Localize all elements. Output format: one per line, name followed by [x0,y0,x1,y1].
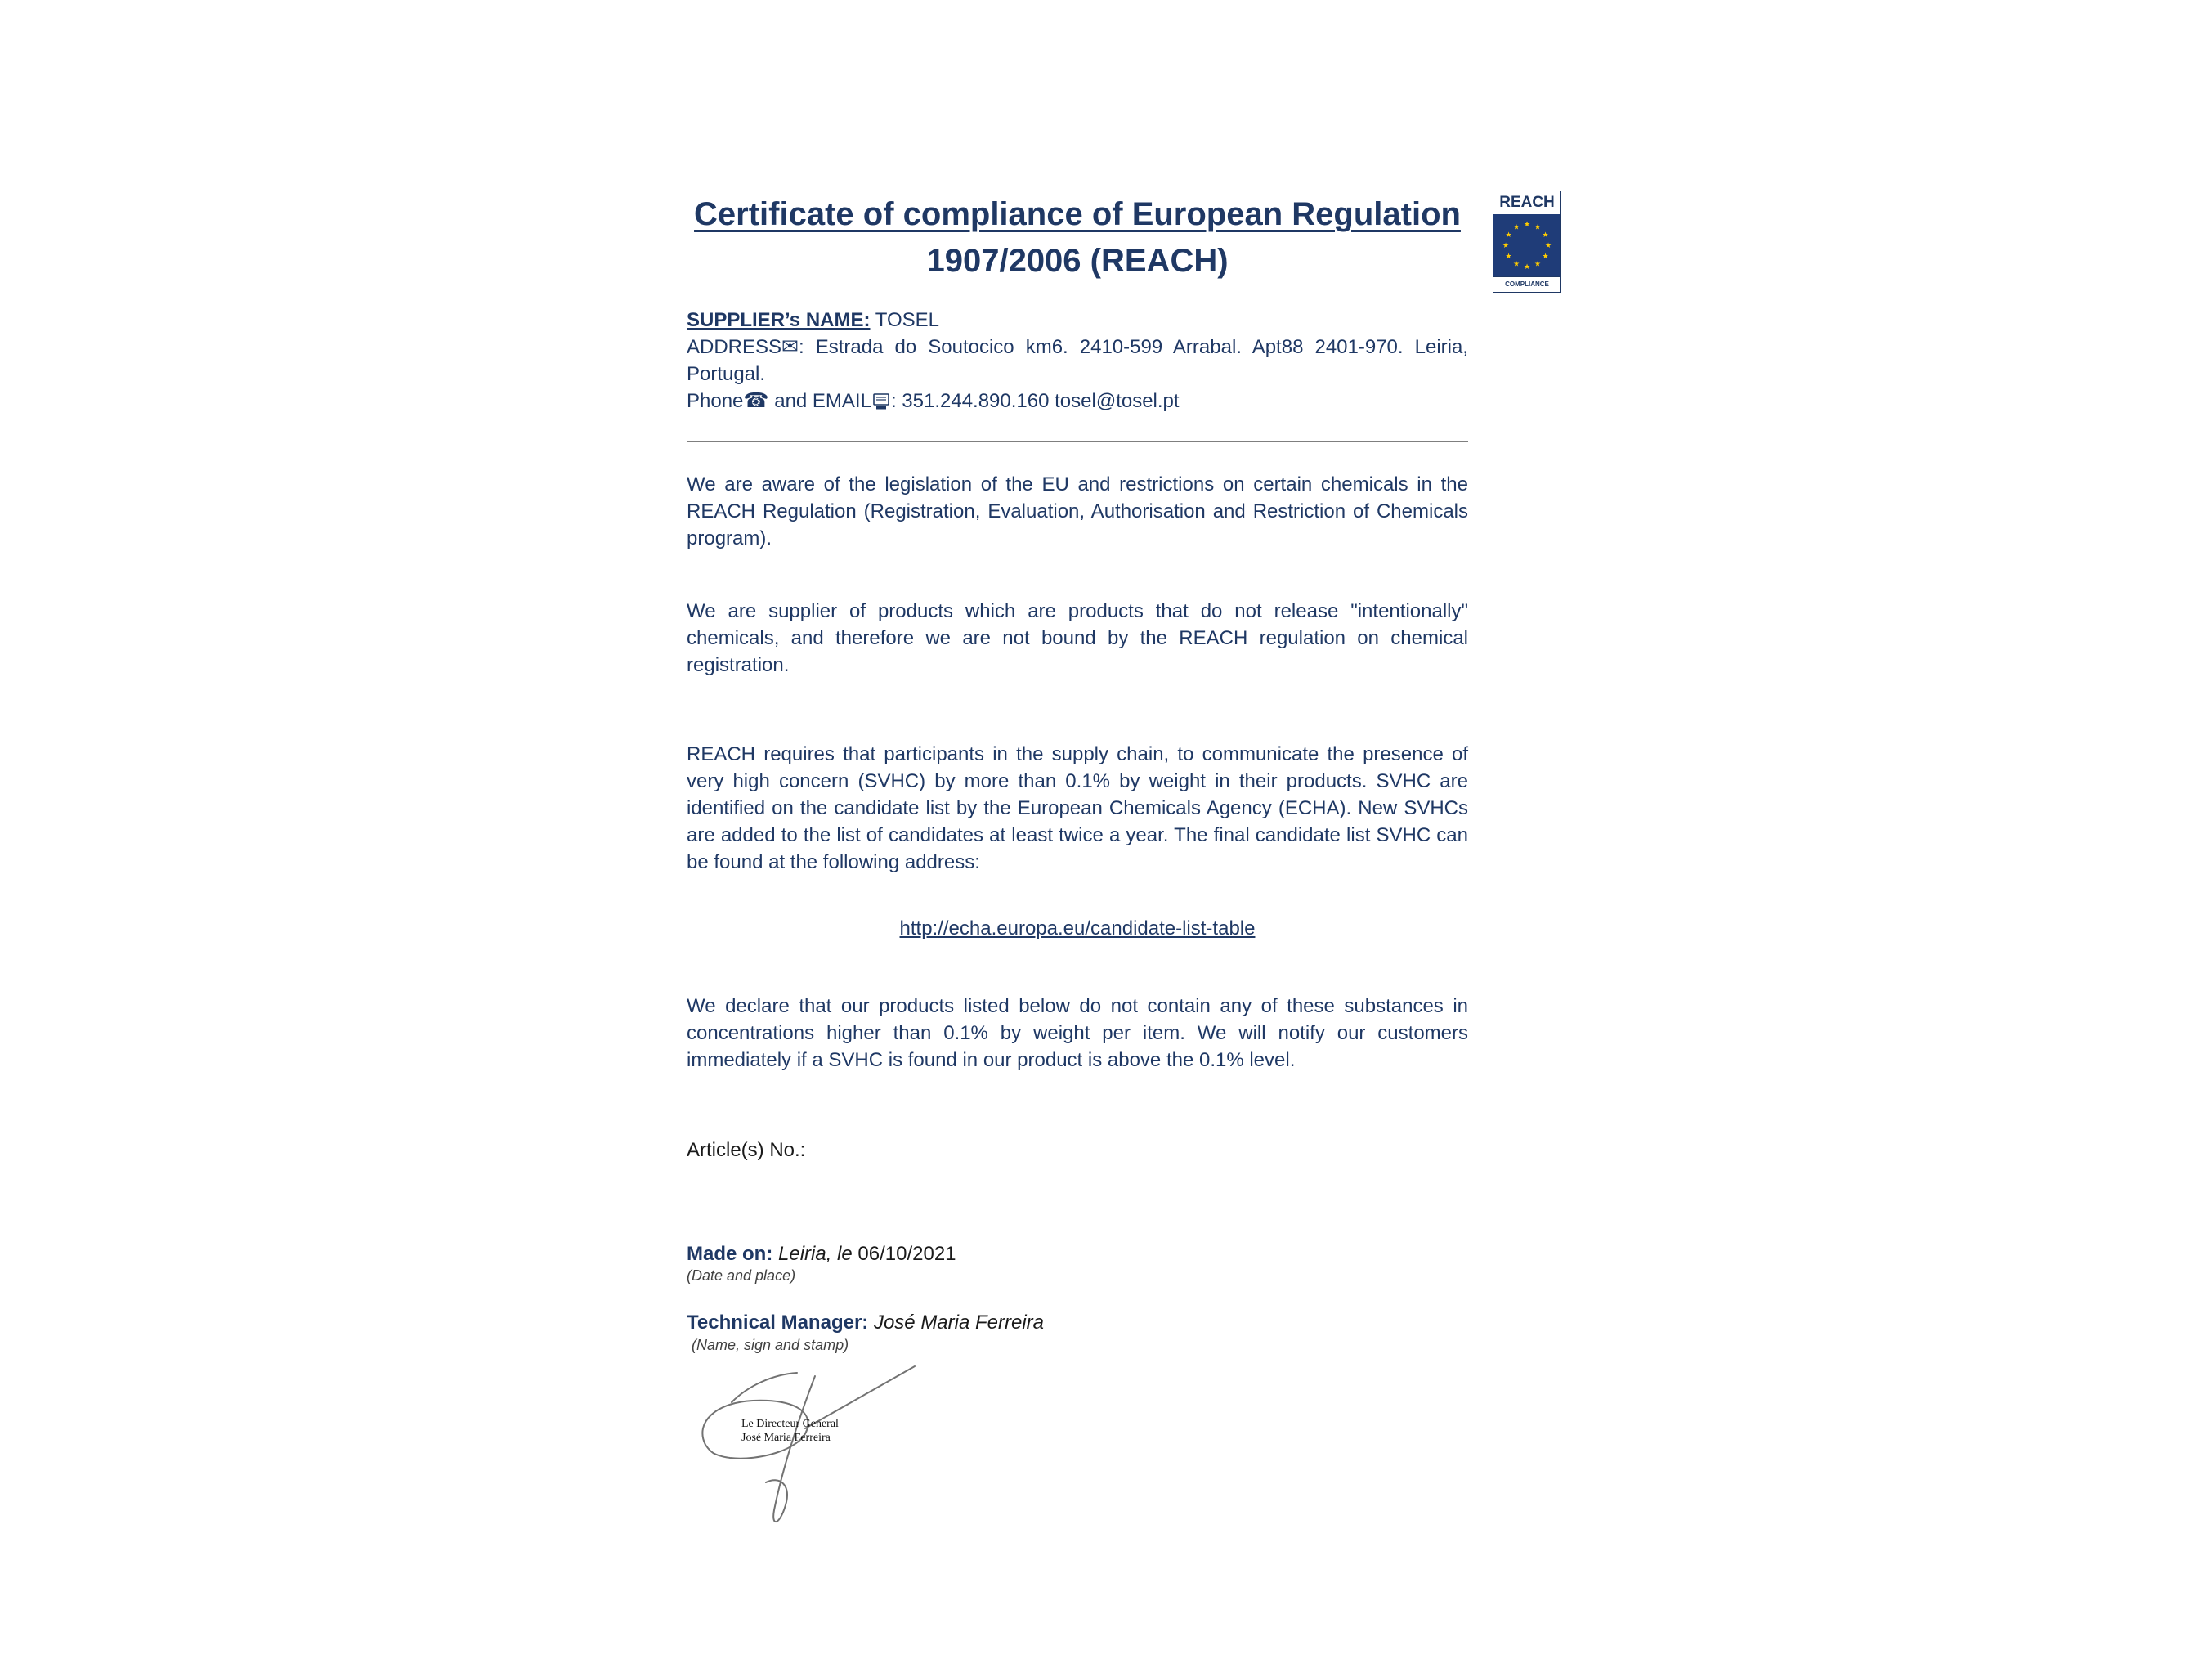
signature-title-line: Le Directeur General [741,1418,839,1430]
svg-text:★: ★ [1505,252,1512,260]
email-label: and EMAIL [768,390,871,412]
signature-block [683,1353,993,1549]
svg-text:★: ★ [1542,252,1549,260]
svg-text:★: ★ [1523,220,1531,228]
svg-text:★: ★ [1534,222,1542,231]
envelope-icon: ✉ [781,335,799,358]
paragraph-eu-awareness: We are aware of the legislation of the EU and restrictions on certain chemicals in the REACH Regulation (Registration, Evaluation, Authorisation and Restriction of Chemicals program). [687,473,1468,549]
technical-manager-name: José Maria Ferreira [868,1312,1045,1334]
technical-manager-line [687,1312,1468,1334]
svg-text:★: ★ [1512,259,1520,268]
made-on-label: Made on: [687,1243,773,1265]
eu-stars-icon [1493,214,1560,276]
paragraph-supplier-statement: We are supplier of products which are products that do not release "intentionally" chemicals, and therefore we are not bound by the REACH regulation on chemical registration. [687,600,1468,676]
supplier-contact-line [687,388,1468,418]
svg-text:★: ★ [1542,231,1549,239]
candidate-list-link-row [687,917,1468,940]
address-label: ADDRESS [687,336,782,358]
supplier-name-label: SUPPLIER’s NAME: [687,309,871,331]
phone-label: Phone [687,390,744,412]
svg-text:★: ★ [1544,241,1552,249]
title-line1: Certificate of compliance of European Regulation [694,196,1461,232]
reach-logo-compliance-text: COMPLIANCE [1493,276,1560,292]
address-value: : Estrada do Soutocico km6. 2410-599 Arrabal. Apt88 2401-970. Leiria, Portugal. [687,336,1468,385]
contact-value: : 351.244.890.160 tosel@tosel.pt [890,390,1180,412]
divider [687,441,1468,442]
date-place-caption: (Date and place) [687,1267,796,1284]
title-line2: 1907/2006 (REACH) [926,243,1229,279]
supplier-name-value: TOSEL [870,309,939,331]
paragraph-declaration: We declare that our products listed below do not contain any of these substances in concentrations higher than 0.1% by weight per item. We will notify our customers immediately if a SVHC is found in our product is above the 0.1% level. [687,995,1468,1071]
page-title [629,191,1525,285]
signature-name-line: José Maria Ferreira [741,1432,831,1444]
svg-text:★: ★ [1505,231,1512,239]
technical-manager-label: Technical Manager: [687,1312,869,1334]
telephone-icon: ☎ [743,389,769,412]
supplier-block [687,307,1468,418]
svg-text:★: ★ [1534,259,1542,268]
reach-logo-text: REACH [1499,194,1555,211]
signature-scrawl-icon [683,1353,993,1549]
paragraph-svhc-requirements: REACH requires that participants in the supply chain, to communicate the presence of very high concern (SVHC) by more than 0.1% by weight in their products. SVHC are identified on the candidate list by the European Chemicals Agency (ECHA). New SVHCs are added to the list of candidates at least twice a year. The final candidate list SVHC can be found at the following address: [687,743,1468,873]
svg-text:★: ★ [1512,222,1520,231]
article-number-label: Article(s) No.: [687,1139,806,1161]
made-on-place: Leiria, le [772,1243,858,1265]
reach-compliance-logo [1493,191,1561,293]
svg-text:★: ★ [1523,262,1531,271]
fax-icon [871,393,891,415]
name-sign-stamp-caption: (Name, sign and stamp) [692,1337,849,1353]
made-on-date: 06/10/2021 [857,1243,956,1265]
candidate-list-link[interactable]: http://echa.europa.eu/candidate-list-table [899,917,1256,939]
signature-printed-name [741,1417,839,1445]
made-on-line [687,1243,1468,1266]
supplier-name-line [687,307,1468,334]
supplier-address-line [687,334,1468,388]
svg-text:★: ★ [1502,241,1510,249]
